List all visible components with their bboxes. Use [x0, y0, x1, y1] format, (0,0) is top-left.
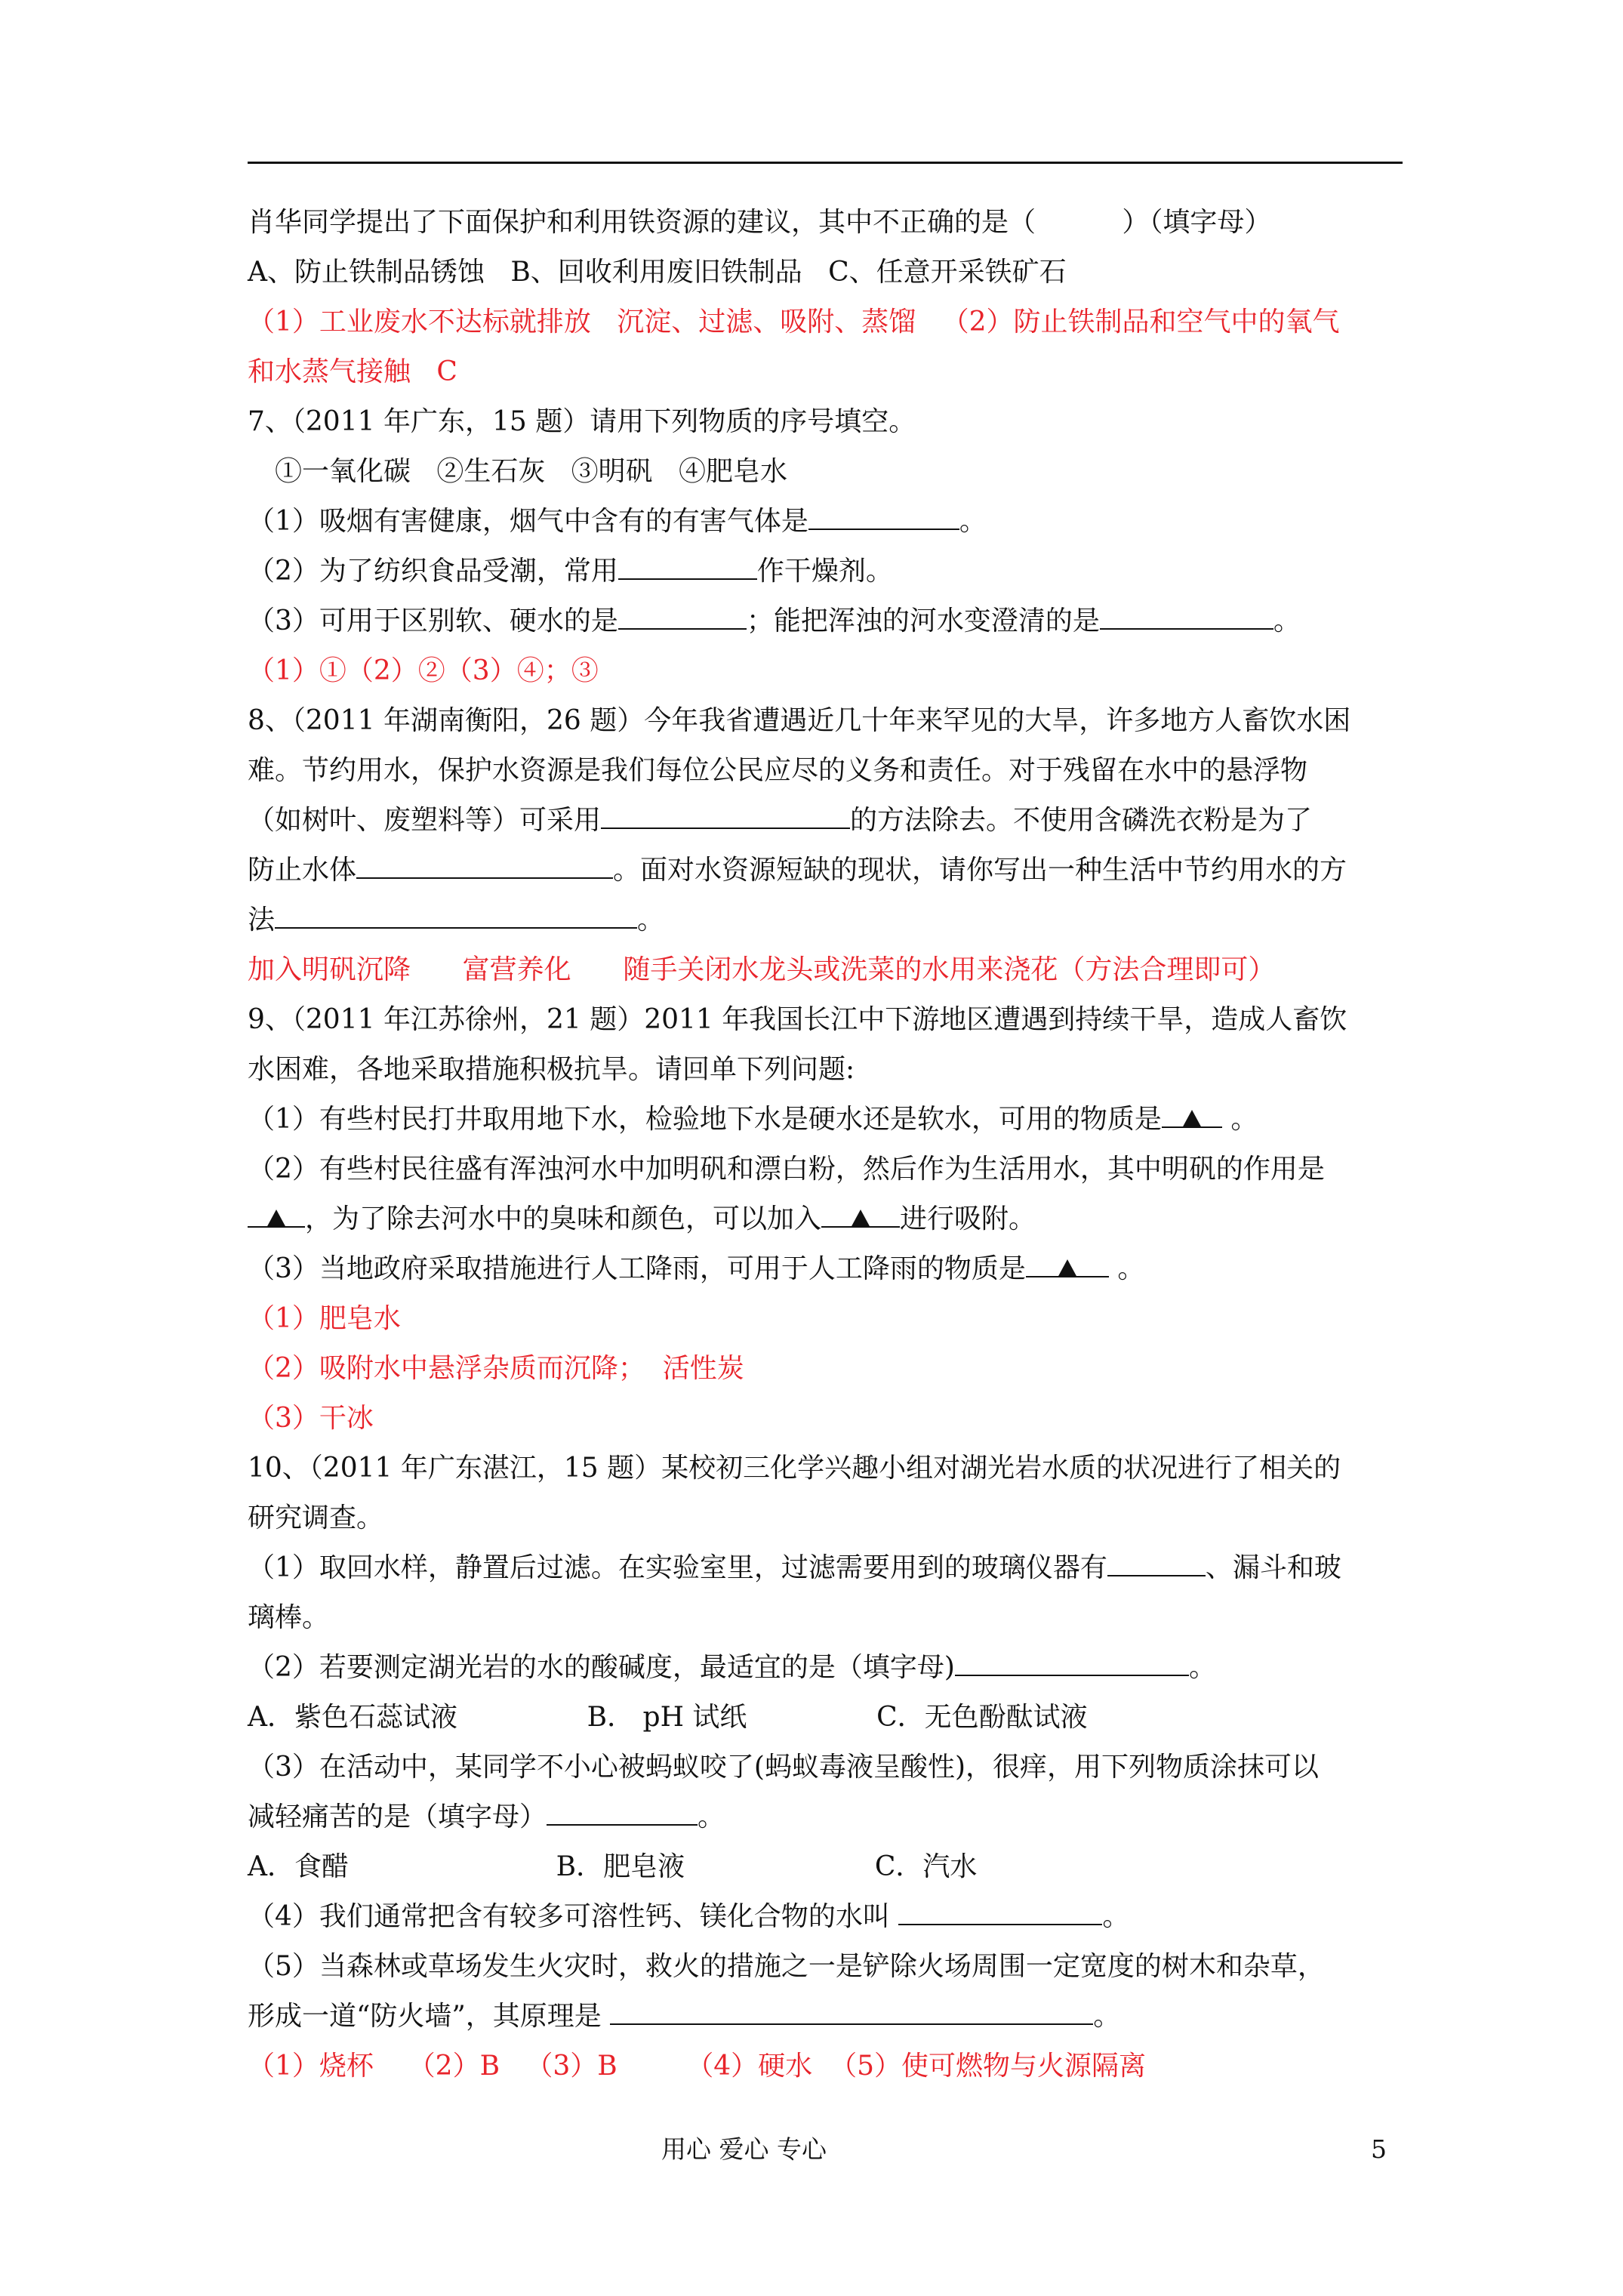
q10-3-end: 。	[698, 1801, 725, 1832]
question-7-part2	[248, 547, 1403, 596]
question-10-part2-options: A．紫色石蕊试液 B． pH 试纸 C．无色酚酞试液	[248, 1702, 1088, 1733]
answer-blank	[275, 895, 637, 929]
question-9-line1: 9、（2011 年江苏徐州，21 题）2011 年我国长江中下游地区遭遇到持续干旱，造成人畜饮	[248, 1004, 1347, 1035]
q8-text-e: 法	[248, 905, 276, 935]
q9-2-end: 进行吸附。	[900, 1203, 1036, 1234]
answer-blank	[1162, 1095, 1222, 1128]
q10-4-end: 。	[1102, 1901, 1130, 1932]
triangle-marker-icon	[266, 1210, 286, 1228]
q7-1-text: （1）吸烟有害健康，烟气中含有的有害气体是	[248, 506, 808, 537]
question-9-part2-cont	[248, 1194, 1403, 1244]
question-10-part3-cont	[248, 1792, 1403, 1842]
q8-text-f: 。	[637, 905, 665, 935]
question-10-part5: （5）当森林或草场发生火灾时，救火的措施之一是铲除火场周围一定宽度的树木和杂草，	[248, 1951, 1325, 1982]
question-9-line2: 水困难，各地采取措施积极抗旱。请回单下列问题:	[248, 1054, 855, 1085]
q7-3-end: 。	[1273, 606, 1301, 636]
page-number: 5	[1371, 2134, 1387, 2164]
question-10-part5-cont	[248, 1992, 1403, 2042]
q10-5-text: 形成一道“防火墙”，其原理是	[248, 2001, 611, 2032]
question-7-part1	[248, 497, 1403, 547]
answer-9-3: （3）干冰	[248, 1403, 374, 1434]
question-7-stem: 7、（2011 年广东，15 题）请用下列物质的序号填空。	[248, 406, 916, 437]
answer-blank	[1026, 1244, 1109, 1277]
answer-6-line2: 和水蒸气接触 C	[248, 356, 457, 387]
answer-blank	[618, 547, 757, 580]
footer-motto: 用心 爱心 专心	[661, 2134, 827, 2164]
answer-blank	[821, 1194, 900, 1228]
q7-2-text: （2）为了纺织食品受潮，常用	[248, 556, 618, 587]
answer-blank	[955, 1643, 1189, 1676]
q8-text-a: （如树叶、废塑料等）可采用	[248, 805, 602, 836]
q10-1-end: 、漏斗和玻	[1205, 1552, 1341, 1583]
question-10-part1	[248, 1543, 1403, 1593]
answer-blank	[356, 846, 613, 879]
question-10-line1: 10、（2011 年广东湛江，15 题）某校初三化学兴趣小组对湖光岩水质的状况进行了相关的	[248, 1453, 1341, 1484]
q9-1-text: （1）有些村民打井取用地下水，检验地下水是硬水还是软水，可用的物质是	[248, 1104, 1162, 1135]
q10-2-text: （2）若要测定湖光岩的水的酸碱度，最适宜的是（填字母)	[248, 1652, 955, 1683]
triangle-marker-icon	[1058, 1259, 1077, 1277]
q7-2-end: 作干燥剂。	[756, 556, 893, 587]
q7-3-mid: ；能把浑浊的河水变澄清的是	[746, 606, 1100, 636]
question-10-part2	[248, 1643, 1403, 1693]
q10-5-end: 。	[1093, 2001, 1121, 2032]
q10-4-text: （4）我们通常把含有较多可溶性钙、镁化合物的水叫	[248, 1901, 899, 1932]
q10-3-text: 减轻痛苦的是（填字母）	[248, 1801, 547, 1832]
q9-2-text: ，为了除去河水中的臭味和颜色，可以加入	[305, 1203, 822, 1234]
triangle-marker-icon	[1182, 1110, 1202, 1128]
q9-3-text: （3）当地政府采取措施进行人工降雨，可用于人工降雨的物质是	[248, 1253, 1026, 1284]
answer-9-1: （1）肥皂水	[248, 1303, 401, 1334]
answer-blank	[808, 497, 959, 530]
answer-blank	[898, 1892, 1102, 1925]
document-body	[248, 198, 1403, 2091]
question-9-part3	[248, 1244, 1403, 1294]
q10-1-text: （1）取回水样，静置后过滤。在实验室里，过滤需要用到的玻璃仪器有	[248, 1552, 1107, 1583]
answer-10: （1）烧杯 （2）B （3）B （4）硬水 （5）使可燃物与火源隔离	[248, 2051, 1146, 2082]
answer-9-2: （2）吸附水中悬浮杂质而沉降； 活性炭	[248, 1353, 744, 1384]
q7-1-end: 。	[959, 506, 987, 537]
header-rule	[248, 162, 1403, 164]
question-6-tail: 肖华同学提出了下面保护和利用铁资源的建议，其中不正确的是（ ）（填字母）	[248, 207, 1272, 238]
question-10-part1-cont: 璃棒。	[248, 1602, 330, 1633]
answer-blank	[618, 596, 747, 630]
answer-blank	[601, 796, 850, 829]
question-9-part1	[248, 1095, 1403, 1145]
question-8-line3	[248, 796, 1403, 846]
answer-8: 加入明矾沉降 富营养化 随手关闭水龙头或洗菜的水用来浇花（方法合理即可）	[248, 954, 1276, 985]
question-10-line2: 研究调查。	[248, 1502, 384, 1533]
q7-3-text: （3）可用于区别软、硬水的是	[248, 606, 618, 636]
question-6-options: A、防止铁制品锈蚀 B、回收利用废旧铁制品 C、任意开采铁矿石	[248, 257, 1067, 288]
question-9-part2: （2）有些村民往盛有浑浊河水中加明矾和漂白粉，然后作为生活用水，其中明矾的作用是	[248, 1154, 1325, 1185]
answer-7: （1）①（2）②（3）④；③	[248, 655, 599, 686]
triangle-marker-icon	[851, 1210, 870, 1228]
q8-text-d: 。面对水资源短缺的现状，请你写出一种生活中节约用水的方	[613, 855, 1347, 886]
q9-3-end: 。	[1108, 1253, 1145, 1284]
question-10-part4	[248, 1892, 1403, 1942]
question-7-materials: ①一氧化碳 ②生石灰 ③明矾 ④肥皂水	[275, 456, 787, 487]
answer-blank	[1107, 1543, 1206, 1576]
q10-2-end: 。	[1188, 1652, 1216, 1683]
question-8-line1: 8、（2011 年湖南衡阳，26 题）今年我省遭遇近几十年来罕见的大旱，许多地方人畜饮水困	[248, 705, 1351, 736]
q8-text-c: 防止水体	[248, 855, 357, 886]
question-10-part3: （3）在活动中，某同学不小心被蚂蚁咬了(蚂蚁毒液呈酸性)，很痒，用下列物质涂抹可以	[248, 1752, 1319, 1783]
answer-blank	[610, 1992, 1093, 2025]
question-8-line4	[248, 846, 1403, 895]
answer-6-line1: （1）工业废水不达标就排放 沉淀、过滤、吸附、蒸馏 （2）防止铁制品和空气中的氧气	[248, 307, 1340, 337]
question-8-line2: 难。节约用水，保护水资源是我们每位公民应尽的义务和责任。对于残留在水中的悬浮物	[248, 755, 1308, 786]
answer-blank	[248, 1194, 305, 1228]
answer-blank	[1100, 596, 1273, 630]
q8-text-b: 的方法除去。不使用含磷洗衣粉是为了	[850, 805, 1313, 836]
answer-blank	[547, 1792, 698, 1826]
question-10-part3-options: A．食醋 B．肥皂液 C．汽水	[248, 1851, 978, 1882]
q9-1-end: 。	[1221, 1104, 1258, 1135]
question-8-line5	[248, 895, 1403, 945]
question-7-part3	[248, 596, 1403, 646]
